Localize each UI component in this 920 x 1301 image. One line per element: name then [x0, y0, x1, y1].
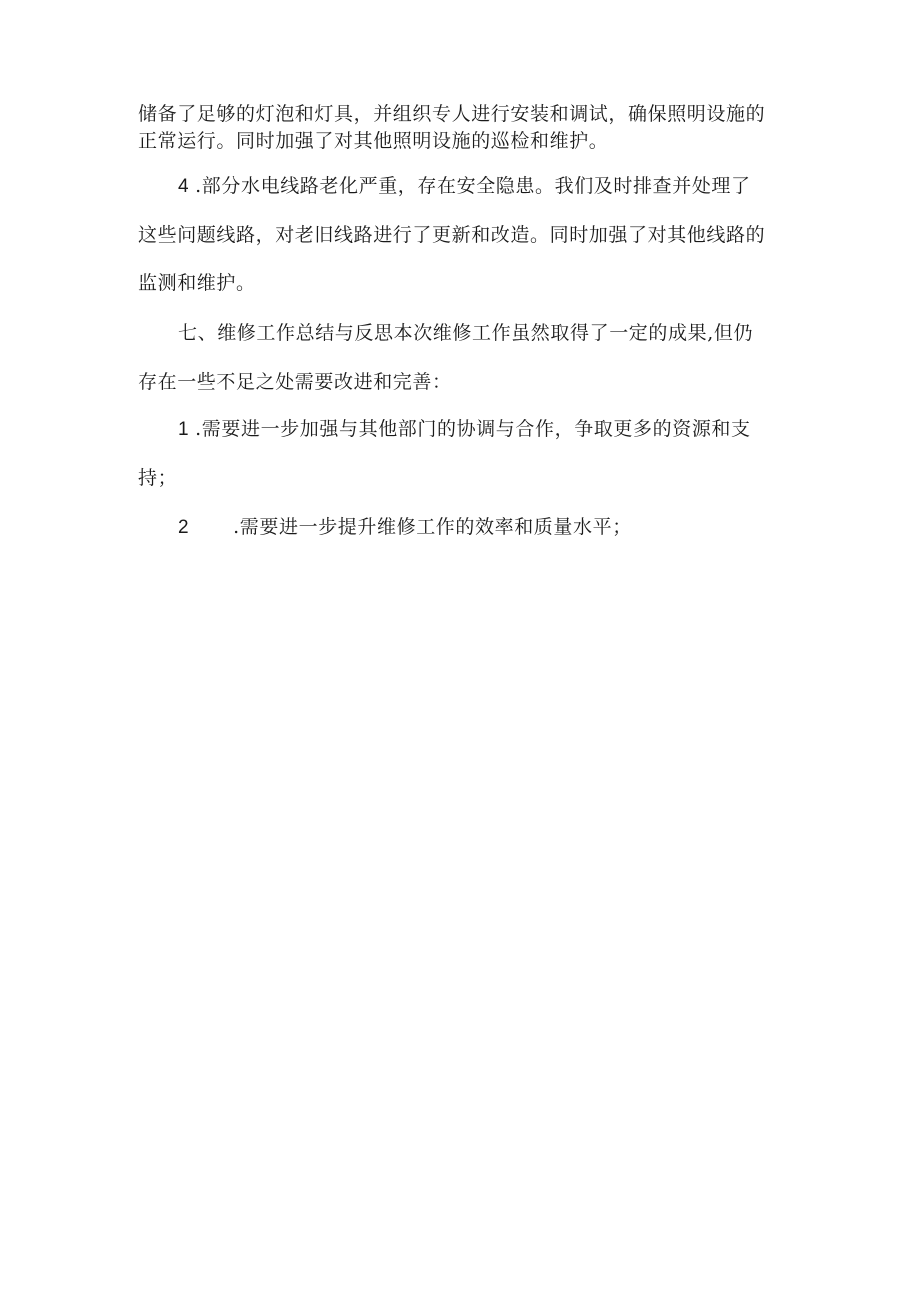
paragraph-2-line-2: 这些问题线路，对老旧线路进行了更新和改造。同时加强了对其他线路的	[138, 224, 766, 246]
paragraph-2-line-1	[178, 173, 751, 200]
paragraph-2-text-1: .部分水电线路老化严重，存在安全隐患。我们及时排查并处理了	[195, 175, 751, 197]
paragraph-5-line-1	[178, 514, 632, 541]
item-number-1: 1	[178, 419, 190, 440]
paragraph-3-line-1: 七、维修工作总结与反思本次维修工作虽然取得了一定的成果,但仍	[178, 322, 754, 344]
paragraph-4-text-1: .需要进一步加强与其他部门的协调与合作，争取更多的资源和支	[195, 418, 751, 440]
paragraph-1-line-1: 储备了足够的灯泡和灯具，并组织专人进行安装和调试，确保照明设施的	[138, 103, 766, 125]
paragraph-4-line-1	[178, 416, 751, 443]
item-number-4: 4	[178, 176, 190, 197]
item-number-2: 2	[178, 517, 190, 538]
paragraph-1-line-2: 正常运行。同时加强了对其他照明设施的巡检和维护。	[138, 130, 609, 152]
paragraph-2-line-3: 监测和维护。	[138, 272, 256, 294]
paragraph-4-line-2: 持；	[138, 467, 178, 489]
paragraph-3-line-2: 存在一些不足之处需要改进和完善：	[138, 371, 452, 393]
paragraph-5-text-1: .需要进一步提升维修工作的效率和质量水平；	[233, 516, 632, 538]
